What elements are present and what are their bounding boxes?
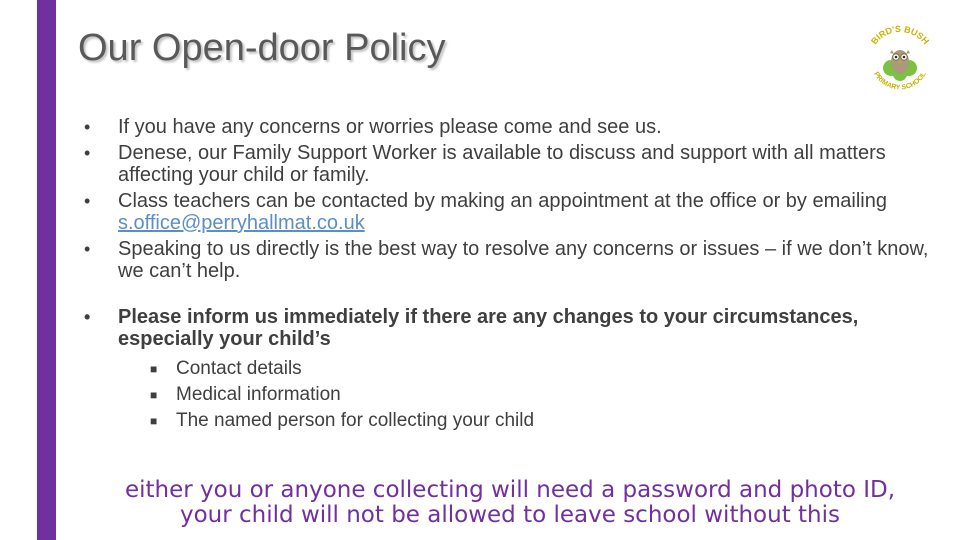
bullet-text: Please inform us immediately if there are any changes to your circumstances, especially your child’s [118,306,859,350]
bullet-marker: • [84,143,91,163]
bullet-item [80,190,940,234]
bullet-list [80,116,940,438]
bullet-item-important [80,306,940,434]
footer-note [60,478,960,528]
sub-bullet-text: The named person for collecting your child [176,410,535,431]
sub-bullet-list [118,356,940,434]
bullet-item [80,142,940,186]
logo-top-text: BIRD'S BUSH [869,23,931,47]
sub-bullet-text: Contact details [176,358,302,379]
bullet-marker: • [84,117,91,137]
email-link[interactable]: s.office@perryhallmat.co.uk [118,212,365,234]
accent-bar [37,0,56,540]
bullet-item [80,116,940,138]
bullet-text: Class teachers can be contacted by making an appointment at the office or by emailing [118,190,887,212]
page-title: Our Open-door Policy [78,27,446,69]
square-bullet-icon: ■ [150,414,158,428]
school-logo [860,22,940,102]
bullet-text: Speaking to us directly is the best way to resolve any concerns or issues – if we don’t know, we can’t help. [118,238,929,282]
owl-icon [883,50,917,81]
bullet-marker: • [84,239,91,259]
logo-bottom-text: PRIMARY SCHOOL [872,70,928,92]
footer-line: your child will not be allowed to leave school without this [180,502,840,528]
square-bullet-icon: ■ [150,388,158,402]
sub-bullet-item [118,382,940,408]
bullet-item [80,238,940,282]
sub-bullet-item [118,356,940,382]
bullet-marker: • [84,307,91,327]
bullet-marker: • [84,191,91,211]
bullet-text: Denese, our Family Support Worker is available to discuss and support with all matters affecting your child or family. [118,142,886,186]
square-bullet-icon: ■ [150,362,158,376]
sub-bullet-text: Medical information [176,384,341,405]
footer-line: either you or anyone collecting will need a password and photo ID, [124,477,896,503]
sub-bullet-item [118,408,940,434]
bullet-text: If you have any concerns or worries please come and see us. [118,116,662,138]
